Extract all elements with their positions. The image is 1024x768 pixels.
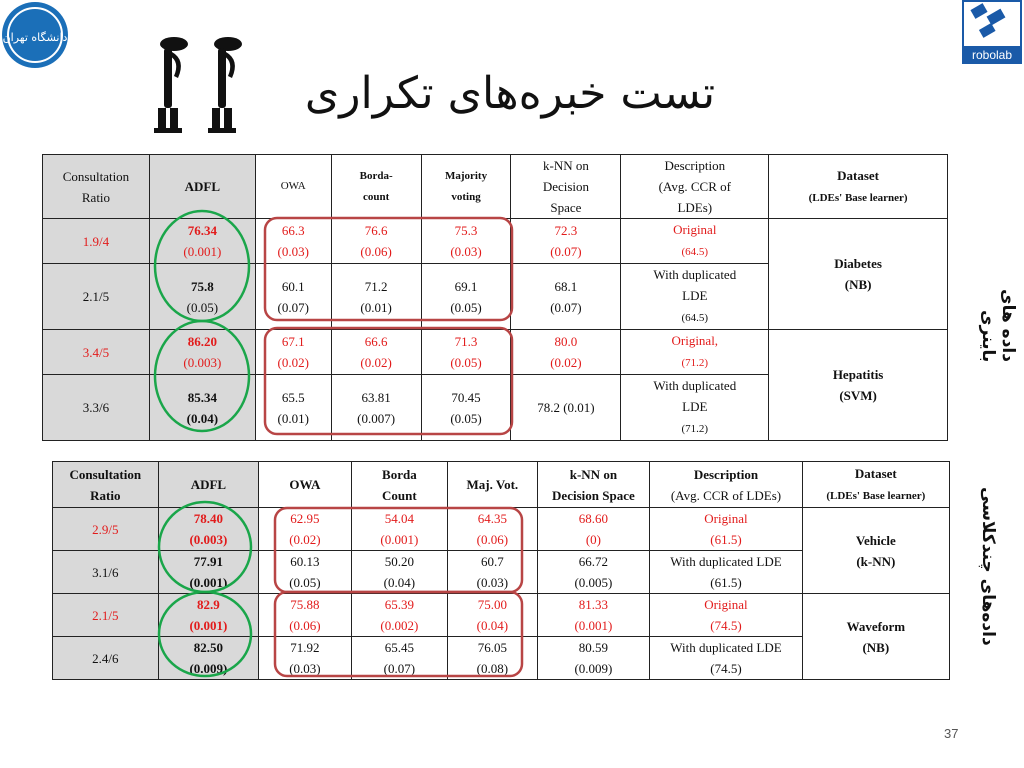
binary-data-table	[42, 154, 948, 441]
header-adfl: ADFL	[149, 155, 255, 219]
cell-description: With duplicated LDE (74.5)	[650, 637, 802, 680]
cell-borda: 76.6 (0.06)	[331, 219, 421, 264]
table-row	[43, 219, 948, 264]
cell-adfl: 86.20 (0.003)	[149, 330, 255, 375]
cell-ratio: 3.3/6	[43, 375, 150, 441]
cell-majority: 70.45 (0.05)	[421, 375, 511, 441]
table-row	[53, 594, 950, 637]
cell-majority: 64.35 (0.06)	[448, 508, 537, 551]
slide-title: تست خبره‌های تکراری	[304, 68, 716, 119]
cell-owa: 75.88 (0.06)	[259, 594, 351, 637]
cell-knn: 72.3 (0.07)	[511, 219, 621, 264]
cell-majority: 60.7 (0.03)	[448, 551, 537, 594]
header-borda: Borda- count	[331, 155, 421, 219]
header-owa: OWA	[255, 155, 331, 219]
cell-dataset: Diabetes (NB)	[769, 219, 948, 330]
cell-majority: 75.00 (0.04)	[448, 594, 537, 637]
cell-adfl: 82.50 (0.009)	[158, 637, 259, 680]
header-majority: Maj. Vot.	[448, 462, 537, 508]
header-owa: OWA	[259, 462, 351, 508]
robolab-logo-text: robolab	[971, 48, 1013, 62]
cell-knn: 78.2 (0.01)	[511, 375, 621, 441]
cell-owa: 67.1 (0.02)	[255, 330, 331, 375]
cell-majority: 76.05 (0.08)	[448, 637, 537, 680]
side-label-multiclass: داده‌های چندکلاسی	[978, 487, 998, 646]
cell-knn: 66.72 (0.005)	[537, 551, 650, 594]
cell-ratio: 3.4/5	[43, 330, 150, 375]
table-header-row	[53, 462, 950, 508]
cell-description: With duplicated LDE (61.5)	[650, 551, 802, 594]
cell-adfl: 82.9 (0.001)	[158, 594, 259, 637]
cell-description: With duplicated LDE (71.2)	[621, 375, 769, 441]
header-knn: k-NN on Decision Space	[511, 155, 621, 219]
cell-borda: 63.81 (0.007)	[331, 375, 421, 441]
cell-borda: 54.04 (0.001)	[351, 508, 448, 551]
university-logo-text: دانشگاه تهران	[2, 31, 68, 44]
page-number: 37	[944, 726, 959, 741]
robolab-logo	[962, 0, 1022, 64]
table-row	[53, 508, 950, 551]
table-row	[43, 330, 948, 375]
header-description: Description (Avg. CCR of LDEs)	[650, 462, 802, 508]
header-adfl: ADFL	[158, 462, 259, 508]
cell-owa: 60.13 (0.05)	[259, 551, 351, 594]
header-majority: Majority voting	[421, 155, 511, 219]
university-logo	[0, 0, 70, 70]
cell-owa: 62.95 (0.02)	[259, 508, 351, 551]
cell-majority: 69.1 (0.05)	[421, 264, 511, 330]
header-borda: Borda Count	[351, 462, 448, 508]
cell-majority: 75.3 (0.03)	[421, 219, 511, 264]
cell-adfl: 85.34 (0.04)	[149, 375, 255, 441]
cell-adfl: 75.8 (0.05)	[149, 264, 255, 330]
cell-adfl: 76.34 (0.001)	[149, 219, 255, 264]
cell-knn: 80.0 (0.02)	[511, 330, 621, 375]
header-knn: k-NN on Decision Space	[537, 462, 650, 508]
header-consultation-ratio: Consultation Ratio	[53, 462, 159, 508]
cell-dataset: Hepatitis (SVM)	[769, 330, 948, 441]
cell-description: Original, (71.2)	[621, 330, 769, 375]
cell-borda: 66.6 (0.02)	[331, 330, 421, 375]
cell-description: Original (64.5)	[621, 219, 769, 264]
cell-majority: 71.3 (0.05)	[421, 330, 511, 375]
cell-knn: 68.1 (0.07)	[511, 264, 621, 330]
header-description: Description (Avg. CCR of LDEs)	[621, 155, 769, 219]
cell-owa: 65.5 (0.01)	[255, 375, 331, 441]
cell-owa: 60.1 (0.07)	[255, 264, 331, 330]
multiclass-data-table	[52, 461, 950, 680]
cell-ratio: 3.1/6	[53, 551, 159, 594]
side-label-binary: داده های باینری	[978, 289, 1018, 362]
cell-borda: 65.39 (0.002)	[351, 594, 448, 637]
cell-knn: 81.33 (0.001)	[537, 594, 650, 637]
cell-dataset: Waveform (NB)	[802, 594, 949, 680]
thinking-figures-illustration	[148, 32, 260, 136]
cell-description: With duplicated LDE (64.5)	[621, 264, 769, 330]
cell-adfl: 77.91 (0.001)	[158, 551, 259, 594]
cell-dataset: Vehicle (k-NN)	[802, 508, 949, 594]
cell-borda: 65.45 (0.07)	[351, 637, 448, 680]
cell-borda: 50.20 (0.04)	[351, 551, 448, 594]
cell-ratio: 1.9/4	[43, 219, 150, 264]
cell-ratio: 2.1/5	[53, 594, 159, 637]
cell-ratio: 2.1/5	[43, 264, 150, 330]
cell-knn: 68.60 (0)	[537, 508, 650, 551]
cell-description: Original (74.5)	[650, 594, 802, 637]
cell-adfl: 78.40 (0.003)	[158, 508, 259, 551]
header-dataset: Dataset (LDEs' Base learner)	[769, 155, 948, 219]
cell-knn: 80.59 (0.009)	[537, 637, 650, 680]
cell-owa: 66.3 (0.03)	[255, 219, 331, 264]
header-dataset: Dataset (LDEs' Base learner)	[802, 462, 949, 508]
cell-ratio: 2.9/5	[53, 508, 159, 551]
cell-owa: 71.92 (0.03)	[259, 637, 351, 680]
cell-borda: 71.2 (0.01)	[331, 264, 421, 330]
header-consultation-ratio: Consultation Ratio	[43, 155, 150, 219]
cell-ratio: 2.4/6	[53, 637, 159, 680]
table-header-row	[43, 155, 948, 219]
cell-description: Original (61.5)	[650, 508, 802, 551]
